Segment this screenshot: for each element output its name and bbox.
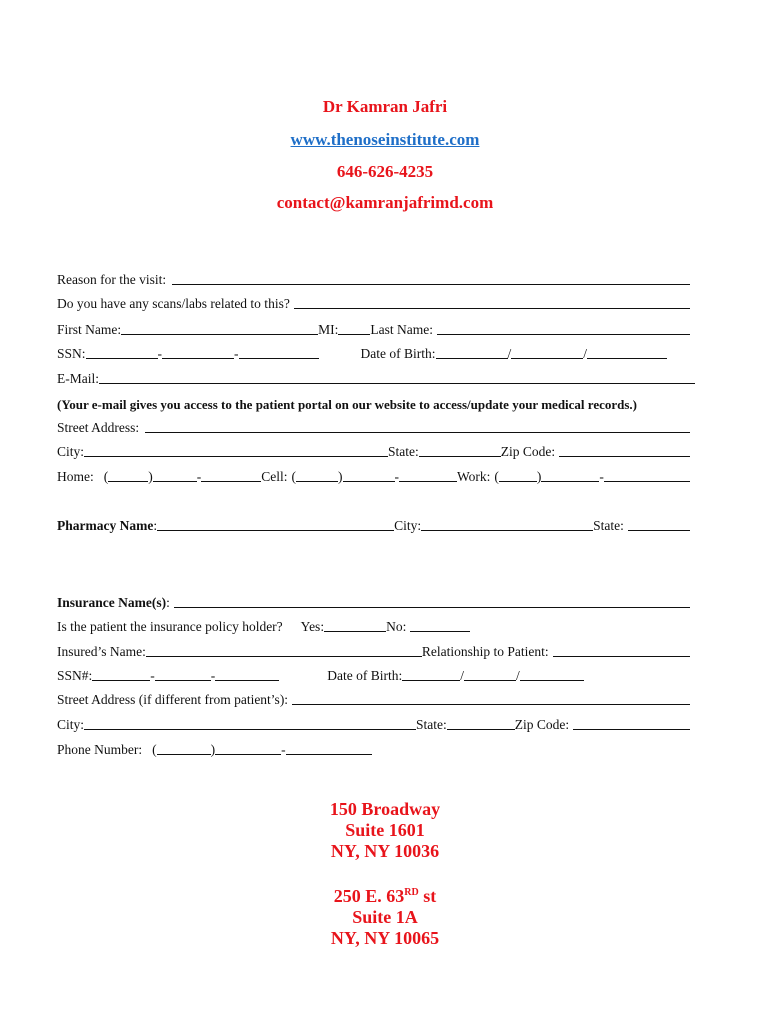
work-label: Work: [457, 469, 491, 484]
address-1-line-3: NY, NY 10036 [330, 841, 440, 861]
address-2-line-3: NY, NY 10065 [330, 928, 440, 948]
dob-label: Date of Birth: [360, 346, 436, 361]
pharmacy-name-field[interactable] [157, 516, 394, 531]
insured-ssn-field-2[interactable] [155, 666, 211, 681]
pharmacy-name-label: Pharmacy Name [57, 518, 154, 533]
home-dash: - [196, 469, 202, 484]
insured-phone-label: Phone Number: [57, 742, 143, 757]
dob-month-field[interactable] [436, 344, 508, 359]
address-2-suffix: st [418, 886, 437, 906]
home-paren-close: ) [148, 469, 153, 484]
insured-city-label: City: [57, 717, 85, 732]
reason-row [57, 268, 690, 288]
home-line-field[interactable] [201, 467, 261, 482]
insured-street-row [57, 688, 690, 708]
city-row [57, 440, 690, 460]
insured-ssn-row [57, 664, 690, 684]
street-field[interactable] [145, 418, 690, 433]
insured-name-row [57, 640, 690, 660]
email-field[interactable] [99, 369, 695, 384]
no-label: No: [386, 619, 407, 634]
address-2-street: 250 E. 63 [333, 886, 405, 906]
home-area-field[interactable] [108, 467, 148, 482]
insurance-name-label: Insurance Name(s) [57, 595, 167, 610]
cell-paren-open: ( [291, 469, 296, 484]
policy-holder-label: Is the patient the insurance policy holder? [57, 619, 283, 634]
no-field[interactable] [410, 617, 470, 632]
street-label: Street Address: [57, 420, 140, 435]
ssn-field-2[interactable] [162, 344, 234, 359]
address-1-line-2: Suite 1601 [345, 820, 425, 840]
address-2 [0, 882, 770, 949]
insured-ssn-field-3[interactable] [215, 666, 279, 681]
insured-street-label: Street Address (if different from patient’s): [57, 692, 289, 707]
cell-prefix-field[interactable] [343, 467, 395, 482]
insured-ssn-label: SSN#: [57, 668, 93, 683]
insured-dob-day-field[interactable] [464, 666, 516, 681]
reason-field[interactable] [172, 270, 690, 285]
ssn-field-3[interactable] [239, 344, 319, 359]
address-2-sup: RD [404, 887, 419, 898]
cell-paren-close: ) [338, 469, 343, 484]
website-link[interactable]: www.thenoseinstitute.com [290, 130, 480, 149]
state-label: State: [388, 444, 419, 459]
doctor-name: Dr Kamran Jafri [322, 97, 448, 116]
city-field[interactable] [84, 442, 388, 457]
insurance-colon: : [166, 595, 170, 610]
work-area-field[interactable] [499, 467, 537, 482]
insured-name-field[interactable] [146, 642, 422, 657]
name-row [57, 318, 690, 338]
home-label: Home: [57, 469, 94, 484]
home-paren-open: ( [103, 469, 109, 484]
relationship-field[interactable] [553, 642, 690, 657]
insured-name-label: Insured’s Name: [57, 644, 146, 659]
city-label: City: [57, 444, 85, 459]
work-paren-close: ) [536, 469, 542, 484]
dob-slash-2: / [583, 346, 588, 361]
insured-city-field[interactable] [84, 715, 416, 730]
insured-phone-line-field[interactable] [286, 740, 372, 755]
dob-day-field[interactable] [511, 344, 583, 359]
phones-row [57, 465, 690, 485]
insured-phone-area-field[interactable] [157, 740, 211, 755]
scans-label: Do you have any scans/labs related to this? [57, 296, 290, 311]
insured-phone-prefix-field[interactable] [215, 740, 281, 755]
email-row [57, 367, 695, 387]
dob-year-field[interactable] [587, 344, 667, 359]
scans-field[interactable] [294, 294, 690, 309]
first-name-field[interactable] [121, 320, 318, 335]
insured-dob-month-field[interactable] [402, 666, 460, 681]
insured-phone-paren-close: ) [210, 742, 216, 757]
pharmacy-colon: : [153, 518, 158, 533]
insured-ssn-dash-2: - [210, 668, 216, 683]
street-row [57, 416, 690, 436]
last-name-label: Last Name: [370, 322, 433, 337]
cell-dash: - [394, 469, 399, 484]
insured-phone-paren-open: ( [152, 742, 157, 757]
email-label: E-Mail: [57, 371, 99, 386]
insured-dob-slash-2: / [516, 668, 520, 683]
pharmacy-state-field[interactable] [628, 516, 690, 531]
work-paren-open: ( [494, 469, 499, 484]
work-line-field[interactable] [604, 467, 690, 482]
cell-area-field[interactable] [296, 467, 338, 482]
ssn-dob-row [57, 342, 690, 362]
website-container [0, 130, 770, 150]
insured-ssn-field-1[interactable] [92, 666, 150, 681]
pharmacy-city-label: City: [394, 518, 422, 533]
work-dash: - [599, 469, 604, 484]
email-note: (Your e-mail gives you access to the patient portal on our website to access/update your medical records.) [57, 397, 638, 412]
ssn-dash-2: - [234, 346, 239, 361]
insured-state-field[interactable] [447, 715, 515, 730]
mi-field[interactable] [338, 320, 370, 335]
contact-email: contact@kamranjafrimd.com [276, 193, 494, 212]
insured-ssn-dash-1: - [150, 668, 155, 683]
insured-state-label: State: [416, 717, 447, 732]
yes-label: Yes: [300, 619, 325, 634]
mi-label: MI: [318, 322, 339, 337]
address-1 [0, 799, 770, 862]
ssn-label: SSN: [57, 346, 86, 361]
yes-field[interactable] [324, 617, 386, 632]
zip-field[interactable] [559, 442, 690, 457]
reason-label: Reason for the visit: [57, 272, 167, 287]
ssn-field-1[interactable] [86, 344, 158, 359]
insured-dob-label: Date of Birth: [327, 668, 403, 683]
insured-street-field[interactable] [292, 690, 690, 705]
home-prefix-field[interactable] [153, 467, 197, 482]
work-prefix-field[interactable] [541, 467, 599, 482]
pharmacy-state-label: State: [593, 518, 624, 533]
insured-city-row [57, 713, 690, 733]
insured-dob-year-field[interactable] [520, 666, 584, 681]
last-name-field[interactable] [437, 320, 690, 335]
scans-row [57, 292, 690, 312]
pharmacy-city-field[interactable] [421, 516, 593, 531]
cell-label: Cell: [261, 469, 288, 484]
insurance-row [57, 591, 690, 611]
ssn-dash-1: - [157, 346, 163, 361]
address-1-line-1: 150 Broadway [329, 799, 441, 819]
insured-dob-slash-1: / [460, 668, 465, 683]
first-name-label: First Name: [57, 322, 122, 337]
phone-number: 646-626-4235 [336, 162, 434, 181]
policy-holder-row [57, 615, 690, 635]
insured-phone-row [57, 738, 690, 758]
relationship-label: Relationship to Patient: [421, 644, 549, 659]
insured-zip-label: Zip Code: [514, 717, 570, 732]
state-field[interactable] [419, 442, 501, 457]
cell-line-field[interactable] [399, 467, 457, 482]
insured-zip-field[interactable] [573, 715, 690, 730]
address-2-line-1 [0, 882, 770, 907]
insurance-name-field[interactable] [174, 593, 690, 608]
address-2-line-2: Suite 1A [352, 907, 418, 927]
insured-phone-dash: - [281, 742, 286, 757]
pharmacy-row [57, 514, 690, 534]
dob-slash-1: / [507, 346, 512, 361]
zip-label: Zip Code: [500, 444, 556, 459]
